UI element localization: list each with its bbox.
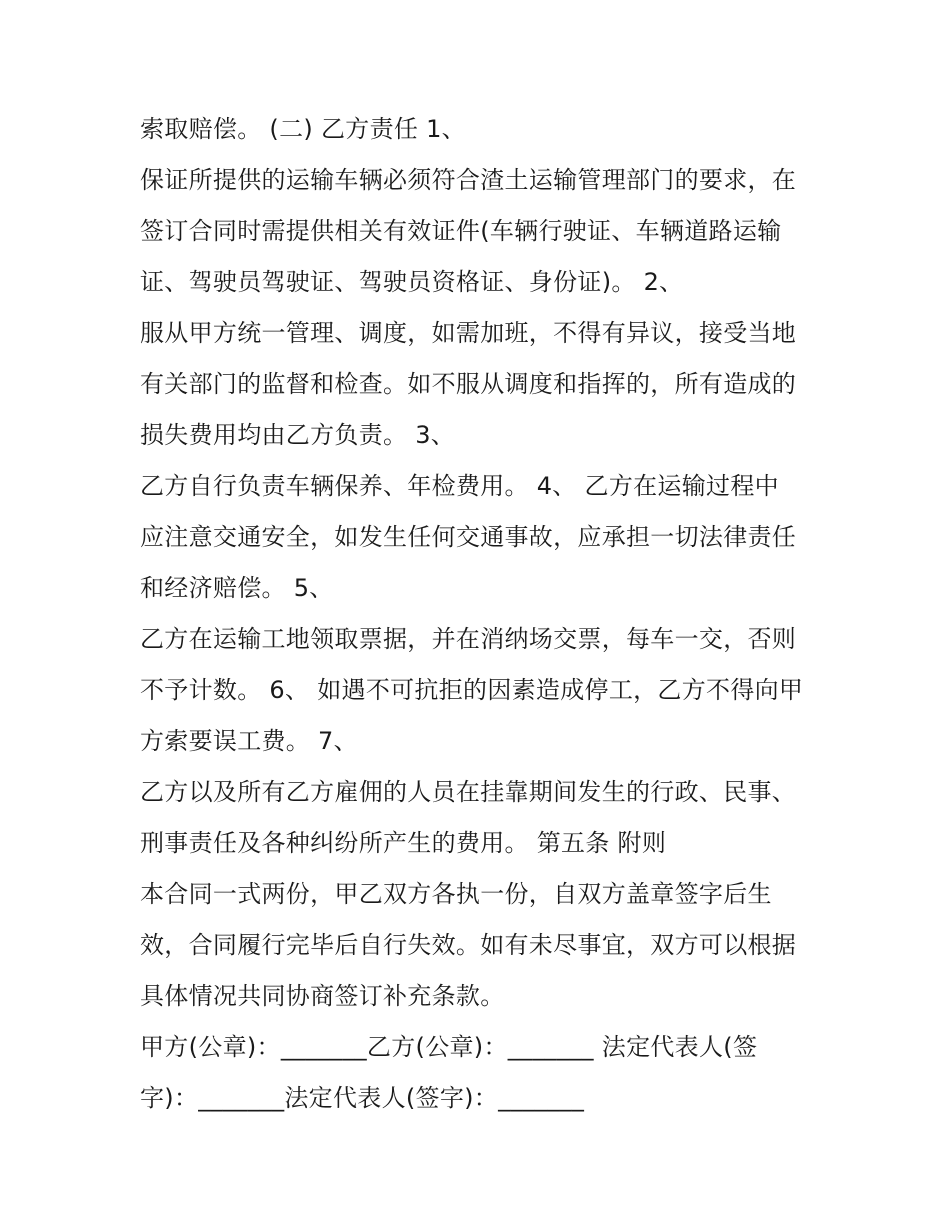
text-line: 刑事责任及各种纠纷所产生的费用。 第五条 附则: [140, 829, 667, 857]
text-line: 和经济赔偿。 5、: [140, 574, 334, 602]
text-line: 方索要误工费。 7、: [140, 727, 358, 755]
text-line: 乙方在运输工地领取票据，并在消纳场交票，每车一交，否则: [140, 625, 797, 653]
text-line: 索取赔偿。 (二) 乙方责任 1、: [140, 115, 466, 143]
text-line: 本合同一式两份，甲乙双方各执一份，自双方盖章签字后生: [140, 880, 772, 908]
text-line: 证、驾驶员驾驶证、驾驶员资格证、身份证)。 2、: [140, 268, 684, 296]
text-line: 乙方以及所有乙方雇佣的人员在挂靠期间发生的行政、民事、: [140, 778, 797, 806]
text-line: 损失费用均由乙方负责。 3、: [140, 421, 456, 449]
text-line: 应注意交通安全，如发生任何交通事故，应承担一切法律责任: [140, 523, 797, 551]
text-line: 保证所提供的运输车辆必须符合渣土运输管理部门的要求，在: [140, 166, 797, 194]
text-line: 乙方自行负责车辆保养、年检费用。 4、 乙方在运输过程中: [140, 472, 779, 500]
signature-line: 字)：_______法定代表人(签字)：_______: [140, 1084, 585, 1112]
signature-line: 甲方(公章)：_______乙方(公章)：_______ 法定代表人(签: [140, 1033, 758, 1061]
text-line: 不予计数。 6、 如遇不可抗拒的因素造成停工，乙方不得向甲: [140, 676, 804, 704]
text-line: 签订合同时需提供相关有效证件(车辆行驶证、车辆道路运输: [140, 217, 782, 245]
text-line: 具体情况共同协商签订补充条款。: [140, 982, 505, 1010]
text-line: 效，合同履行完毕后自行失效。如有未尽事宜，双方可以根据: [140, 931, 797, 959]
text-line: 有关部门的监督和检查。如不服从调度和指挥的，所有造成的: [140, 370, 797, 398]
text-line: 服从甲方统一管理、调度，如需加班，不得有异议，接受当地: [140, 319, 797, 347]
contract-text: [140, 104, 840, 1124]
